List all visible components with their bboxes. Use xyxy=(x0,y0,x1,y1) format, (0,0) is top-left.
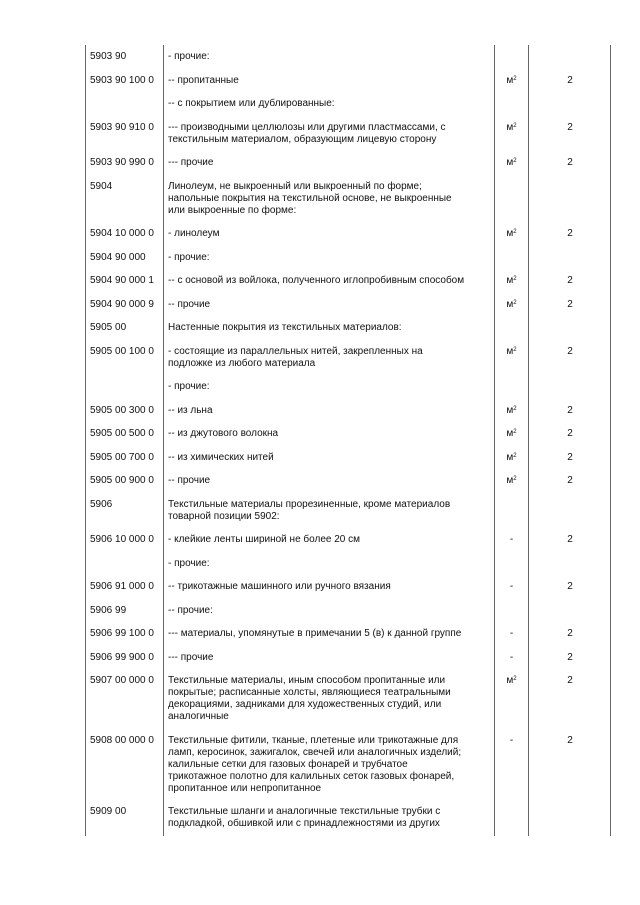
rate-cell: 2 xyxy=(529,422,611,446)
description-cell: -- из льна xyxy=(164,399,495,423)
rate-cell: 2 xyxy=(529,729,611,801)
table-row xyxy=(86,469,611,493)
unit-cell: $м^2$ xyxy=(495,69,529,93)
table-row xyxy=(86,528,611,552)
rate-cell: 2 xyxy=(529,151,611,175)
table-row xyxy=(86,575,611,599)
tnved-code-cell: 5903 90 990 0 xyxy=(86,151,164,175)
unit-cell: $м^2$ xyxy=(495,151,529,175)
unit-cell: $м^2$ xyxy=(495,222,529,246)
tnved-code-cell: 5906 xyxy=(86,493,164,529)
description-cell: - прочие: xyxy=(164,246,495,270)
unit-cell xyxy=(495,316,529,340)
table-row xyxy=(86,316,611,340)
tnved-code-cell: 5906 10 000 0 xyxy=(86,528,164,552)
table-row xyxy=(86,622,611,646)
rate-cell xyxy=(529,92,611,116)
tnved-code-cell xyxy=(86,552,164,576)
description-cell: Текстильные фитили, тканые, плетеные или трикотажные для ламп, керосинок, зажигалок, свечей или аналогичных изделий; калильные сетки для газовых фонарей и трубчатое трикотажное полотно для калильных сеток газовых фонарей, пропитанное или непропитанное xyxy=(164,729,495,801)
unit-cell xyxy=(495,800,529,836)
unit-cell xyxy=(495,45,529,69)
rate-cell: 2 xyxy=(529,646,611,670)
table-row xyxy=(86,669,611,729)
description-cell: Линолеум, не выкроенный или выкроенный по форме; напольные покрытия на текстильной основе, не выкроенные или выкроенные по форме: xyxy=(164,175,495,223)
tnved-code-cell: 5904 90 000 9 xyxy=(86,293,164,317)
unit-cell xyxy=(495,175,529,223)
rate-cell: 2 xyxy=(529,469,611,493)
rate-cell: 2 xyxy=(529,575,611,599)
rate-cell: 2 xyxy=(529,669,611,729)
tnved-code-cell: 5905 00 700 0 xyxy=(86,446,164,470)
rate-cell xyxy=(529,45,611,69)
unit-cell: $м^2$ xyxy=(495,469,529,493)
rate-cell xyxy=(529,246,611,270)
description-cell: --- материалы, упомянутые в примечании 5 (в) к данной группе xyxy=(164,622,495,646)
rate-cell: 2 xyxy=(529,269,611,293)
unit-cell: $м^2$ xyxy=(495,422,529,446)
description-cell: --- прочие xyxy=(164,646,495,670)
unit-cell xyxy=(495,375,529,399)
table-row xyxy=(86,599,611,623)
tnved-code-cell: 5906 99 100 0 xyxy=(86,622,164,646)
table-row xyxy=(86,293,611,317)
rate-cell xyxy=(529,175,611,223)
description-cell: - клейкие ленты шириной не более 20 см xyxy=(164,528,495,552)
description-cell: - прочие: xyxy=(164,45,495,69)
description-cell: -- с покрытием или дублированные: xyxy=(164,92,495,116)
description-cell: --- производными целлюлозы или другими пластмассами, с текстильным материалом, образующим лицевую сторону xyxy=(164,116,495,152)
tnved-code-cell: 5903 90 100 0 xyxy=(86,69,164,93)
table-row xyxy=(86,446,611,470)
description-cell: Текстильные материалы прорезиненные, кроме материалов товарной позиции 5902: xyxy=(164,493,495,529)
table-row xyxy=(86,116,611,152)
unit-cell: $м^2$ xyxy=(495,669,529,729)
rate-cell: 2 xyxy=(529,340,611,376)
tnved-code-cell: 5905 00 100 0 xyxy=(86,340,164,376)
unit-cell xyxy=(495,246,529,270)
tnved-code-cell: 5908 00 000 0 xyxy=(86,729,164,801)
tnved-code-cell: 5905 00 900 0 xyxy=(86,469,164,493)
tnved-code-cell: 5906 91 000 0 xyxy=(86,575,164,599)
table-row xyxy=(86,92,611,116)
unit-cell: $м^2$ xyxy=(495,399,529,423)
table-row xyxy=(86,45,611,69)
description-cell: Текстильные материалы, иным способом пропитанные или покрытые; расписанные холсты, являющиеся театральными декорациями, задниками для художественных студий, или аналогичные xyxy=(164,669,495,729)
description-cell: - линолеум xyxy=(164,222,495,246)
description-cell: -- из джутового волокна xyxy=(164,422,495,446)
tnved-code-cell xyxy=(86,375,164,399)
description-cell: -- с основой из войлока, полученного иглопробивным способом xyxy=(164,269,495,293)
tnved-code-cell xyxy=(86,92,164,116)
rate-cell: 2 xyxy=(529,446,611,470)
table-row xyxy=(86,151,611,175)
description-cell: -- прочие: xyxy=(164,599,495,623)
description-cell: -- трикотажные машинного или ручного вязания xyxy=(164,575,495,599)
unit-cell xyxy=(495,92,529,116)
description-cell: Текстильные шланги и аналогичные текстильные трубки с подкладкой, обшивкой или с принадлежностями из других xyxy=(164,800,495,836)
table-row xyxy=(86,646,611,670)
table-row xyxy=(86,222,611,246)
tnved-code-cell: 5906 99 xyxy=(86,599,164,623)
table-row xyxy=(86,69,611,93)
rate-cell xyxy=(529,800,611,836)
description-cell: --- прочие xyxy=(164,151,495,175)
rate-cell: 2 xyxy=(529,116,611,152)
unit-cell: $м^2$ xyxy=(495,293,529,317)
tariff-table xyxy=(85,45,611,836)
table-row xyxy=(86,246,611,270)
tnved-code-cell: 5904 90 000 1 xyxy=(86,269,164,293)
description-cell: -- прочие xyxy=(164,293,495,317)
tnved-code-cell: 5905 00 300 0 xyxy=(86,399,164,423)
unit-cell: - xyxy=(495,729,529,801)
tnved-code-cell: 5907 00 000 0 xyxy=(86,669,164,729)
unit-cell xyxy=(495,552,529,576)
rate-cell: 2 xyxy=(529,399,611,423)
description-cell: Настенные покрытия из текстильных материалов: xyxy=(164,316,495,340)
rate-cell: 2 xyxy=(529,222,611,246)
table-row xyxy=(86,340,611,376)
table-row xyxy=(86,175,611,223)
rate-cell xyxy=(529,316,611,340)
unit-cell: - xyxy=(495,622,529,646)
rate-cell: 2 xyxy=(529,528,611,552)
tnved-code-cell: 5905 00 500 0 xyxy=(86,422,164,446)
unit-cell: $м^2$ xyxy=(495,116,529,152)
table-row xyxy=(86,399,611,423)
description-cell: -- из химических нитей xyxy=(164,446,495,470)
tnved-code-cell: 5903 90 910 0 xyxy=(86,116,164,152)
unit-cell: - xyxy=(495,575,529,599)
table-row xyxy=(86,552,611,576)
tnved-code-cell: 5904 xyxy=(86,175,164,223)
unit-cell: $м^2$ xyxy=(495,269,529,293)
tnved-code-cell: 5904 90 000 xyxy=(86,246,164,270)
table-row xyxy=(86,729,611,801)
rate-cell xyxy=(529,552,611,576)
description-cell: -- прочие xyxy=(164,469,495,493)
table-row xyxy=(86,269,611,293)
table-row xyxy=(86,422,611,446)
rate-cell xyxy=(529,375,611,399)
tnved-code-cell: 5903 90 xyxy=(86,45,164,69)
table-row xyxy=(86,375,611,399)
description-cell: - состоящие из параллельных нитей, закрепленных на подложке из любого материала xyxy=(164,340,495,376)
tnved-code-cell: 5906 99 900 0 xyxy=(86,646,164,670)
description-cell: -- пропитанные xyxy=(164,69,495,93)
description-cell: - прочие: xyxy=(164,375,495,399)
unit-cell: $м^2$ xyxy=(495,446,529,470)
table-row xyxy=(86,800,611,836)
rate-cell xyxy=(529,599,611,623)
tnved-code-cell: 5905 00 xyxy=(86,316,164,340)
rate-cell: 2 xyxy=(529,293,611,317)
unit-cell: - xyxy=(495,528,529,552)
rate-cell: 2 xyxy=(529,622,611,646)
unit-cell xyxy=(495,493,529,529)
tnved-code-cell: 5909 00 xyxy=(86,800,164,836)
unit-cell: $м^2$ xyxy=(495,340,529,376)
rate-cell xyxy=(529,493,611,529)
unit-cell xyxy=(495,599,529,623)
table-row xyxy=(86,493,611,529)
unit-cell: - xyxy=(495,646,529,670)
tnved-code-cell: 5904 10 000 0 xyxy=(86,222,164,246)
description-cell: - прочие: xyxy=(164,552,495,576)
rate-cell: 2 xyxy=(529,69,611,93)
